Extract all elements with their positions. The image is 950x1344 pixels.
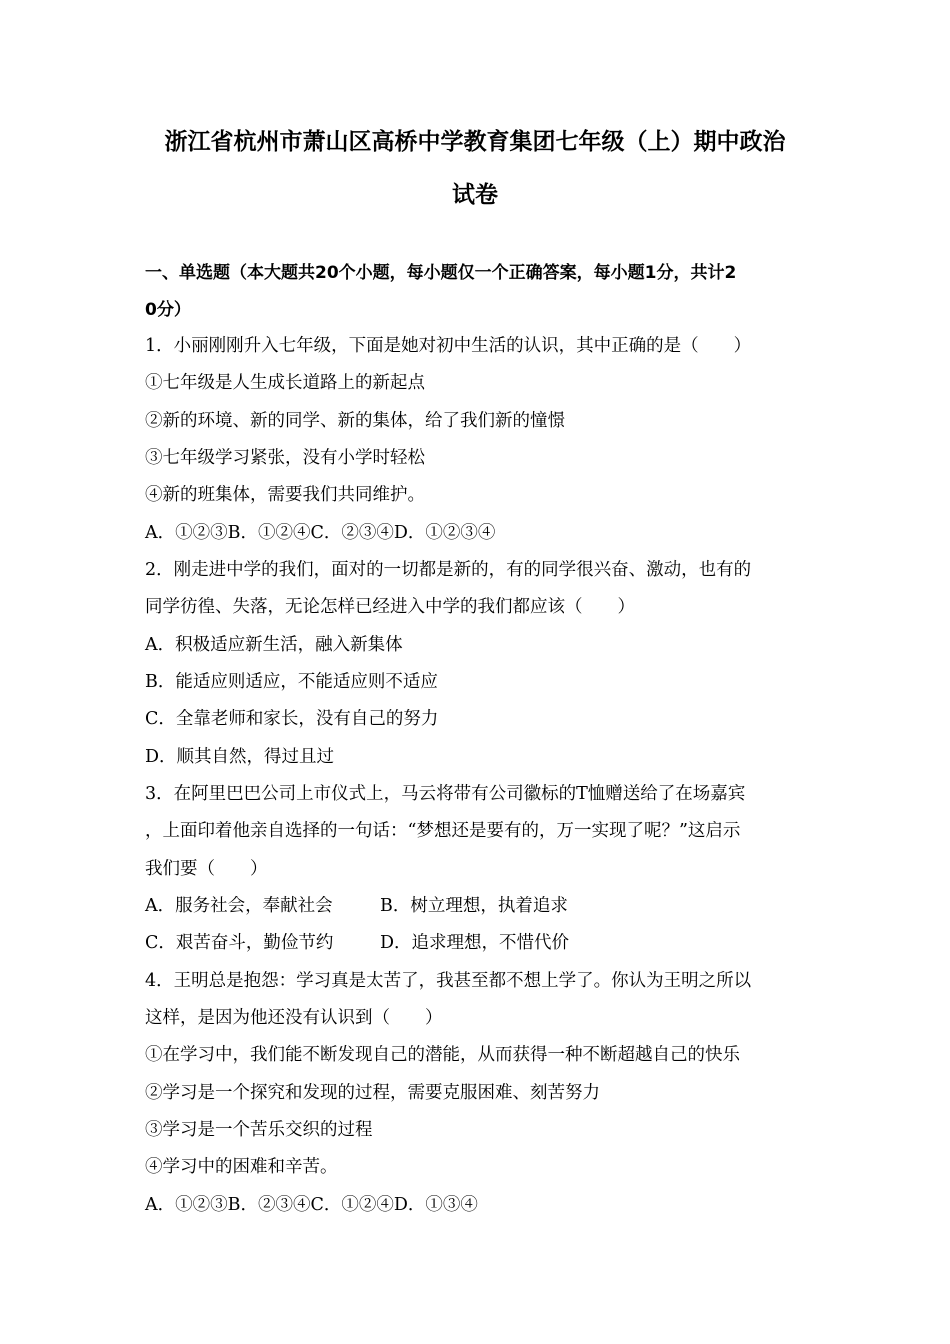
q3-option-a: A．服务社会，奉献社会	[145, 896, 333, 916]
q3-option-c: C．艰苦奋斗，勤俭节约	[145, 933, 334, 953]
q4-stem-line-1: 4．王明总是抱怨：学习真是太苦了，我甚至都不想上学了。你认为王明之所以	[145, 971, 752, 991]
q1-item-3: ③七年级学习紧张，没有小学时轻松	[145, 448, 425, 468]
q1-item-2: ②新的环境、新的同学、新的集体，给了我们新的憧憬	[145, 411, 565, 431]
q4-options: A．①②③B．②③④C．①②④D．①③④	[145, 1195, 478, 1215]
q4-item-3: ③学习是一个苦乐交织的过程	[145, 1120, 373, 1140]
exam-title-line-1: 浙江省杭州市萧山区高桥中学教育集团七年级（上）期中政治	[164, 129, 786, 155]
q3-stem-line-3: 我们要（ ）	[145, 859, 268, 879]
section-heading-line-1: 一、单选题（本大题共20个小题，每小题仅一个正确答案，每小题1分，共计2	[145, 263, 737, 283]
q2-stem-line-1: 2．刚走进中学的我们，面对的一切都是新的，有的同学很兴奋、激动，也有的	[145, 560, 752, 580]
q4-item-1: ①在学习中，我们能不断发现自己的潜能，从而获得一种不断超越自己的快乐	[145, 1045, 740, 1065]
q4-item-4: ④学习中的困难和辛苦。	[145, 1157, 338, 1177]
q2-stem-line-2: 同学彷徨、失落，无论怎样已经进入中学的我们都应该（ ）	[145, 597, 635, 617]
q3-options-row-2	[145, 931, 745, 955]
q2-option-d: D．顺其自然，得过且过	[145, 747, 335, 767]
q2-option-c: C．全靠老师和家长，没有自己的努力	[145, 709, 439, 729]
q3-options-row-1	[145, 894, 745, 918]
q1-item-1: ①七年级是人生成长道路上的新起点	[145, 373, 425, 393]
exam-title-line-2: 试卷	[452, 182, 498, 208]
q3-option-d: D．追求理想，不惜代价	[380, 933, 570, 953]
q1-options: A．①②③B．①②④C．②③④D．①②③④	[145, 523, 496, 543]
q3-stem-line-2: ，上面印着他亲自选择的一句话：“梦想还是要有的，万一实现了呢？”这启示	[145, 821, 741, 841]
q3-stem-line-1: 3．在阿里巴巴公司上市仪式上，马云将带有公司徽标的T恤赠送给了在场嘉宾	[145, 784, 746, 804]
q1-item-4: ④新的班集体，需要我们共同维护。	[145, 485, 425, 505]
q4-item-2: ②学习是一个探究和发现的过程，需要克服困难、刻苦努力	[145, 1083, 600, 1103]
q2-option-b: B．能适应则适应，不能适应则不适应	[145, 672, 438, 692]
q4-stem-line-2: 这样，是因为他还没有认识到（ ）	[145, 1008, 443, 1028]
q2-option-a: A．积极适应新生活，融入新集体	[145, 635, 403, 655]
section-heading-line-2: 0分）	[145, 300, 191, 320]
q1-stem: 1．小丽刚刚升入七年级，下面是她对初中生活的认识，其中正确的是（ ）	[145, 336, 752, 356]
q3-option-b: B．树立理想，执着追求	[380, 896, 568, 916]
